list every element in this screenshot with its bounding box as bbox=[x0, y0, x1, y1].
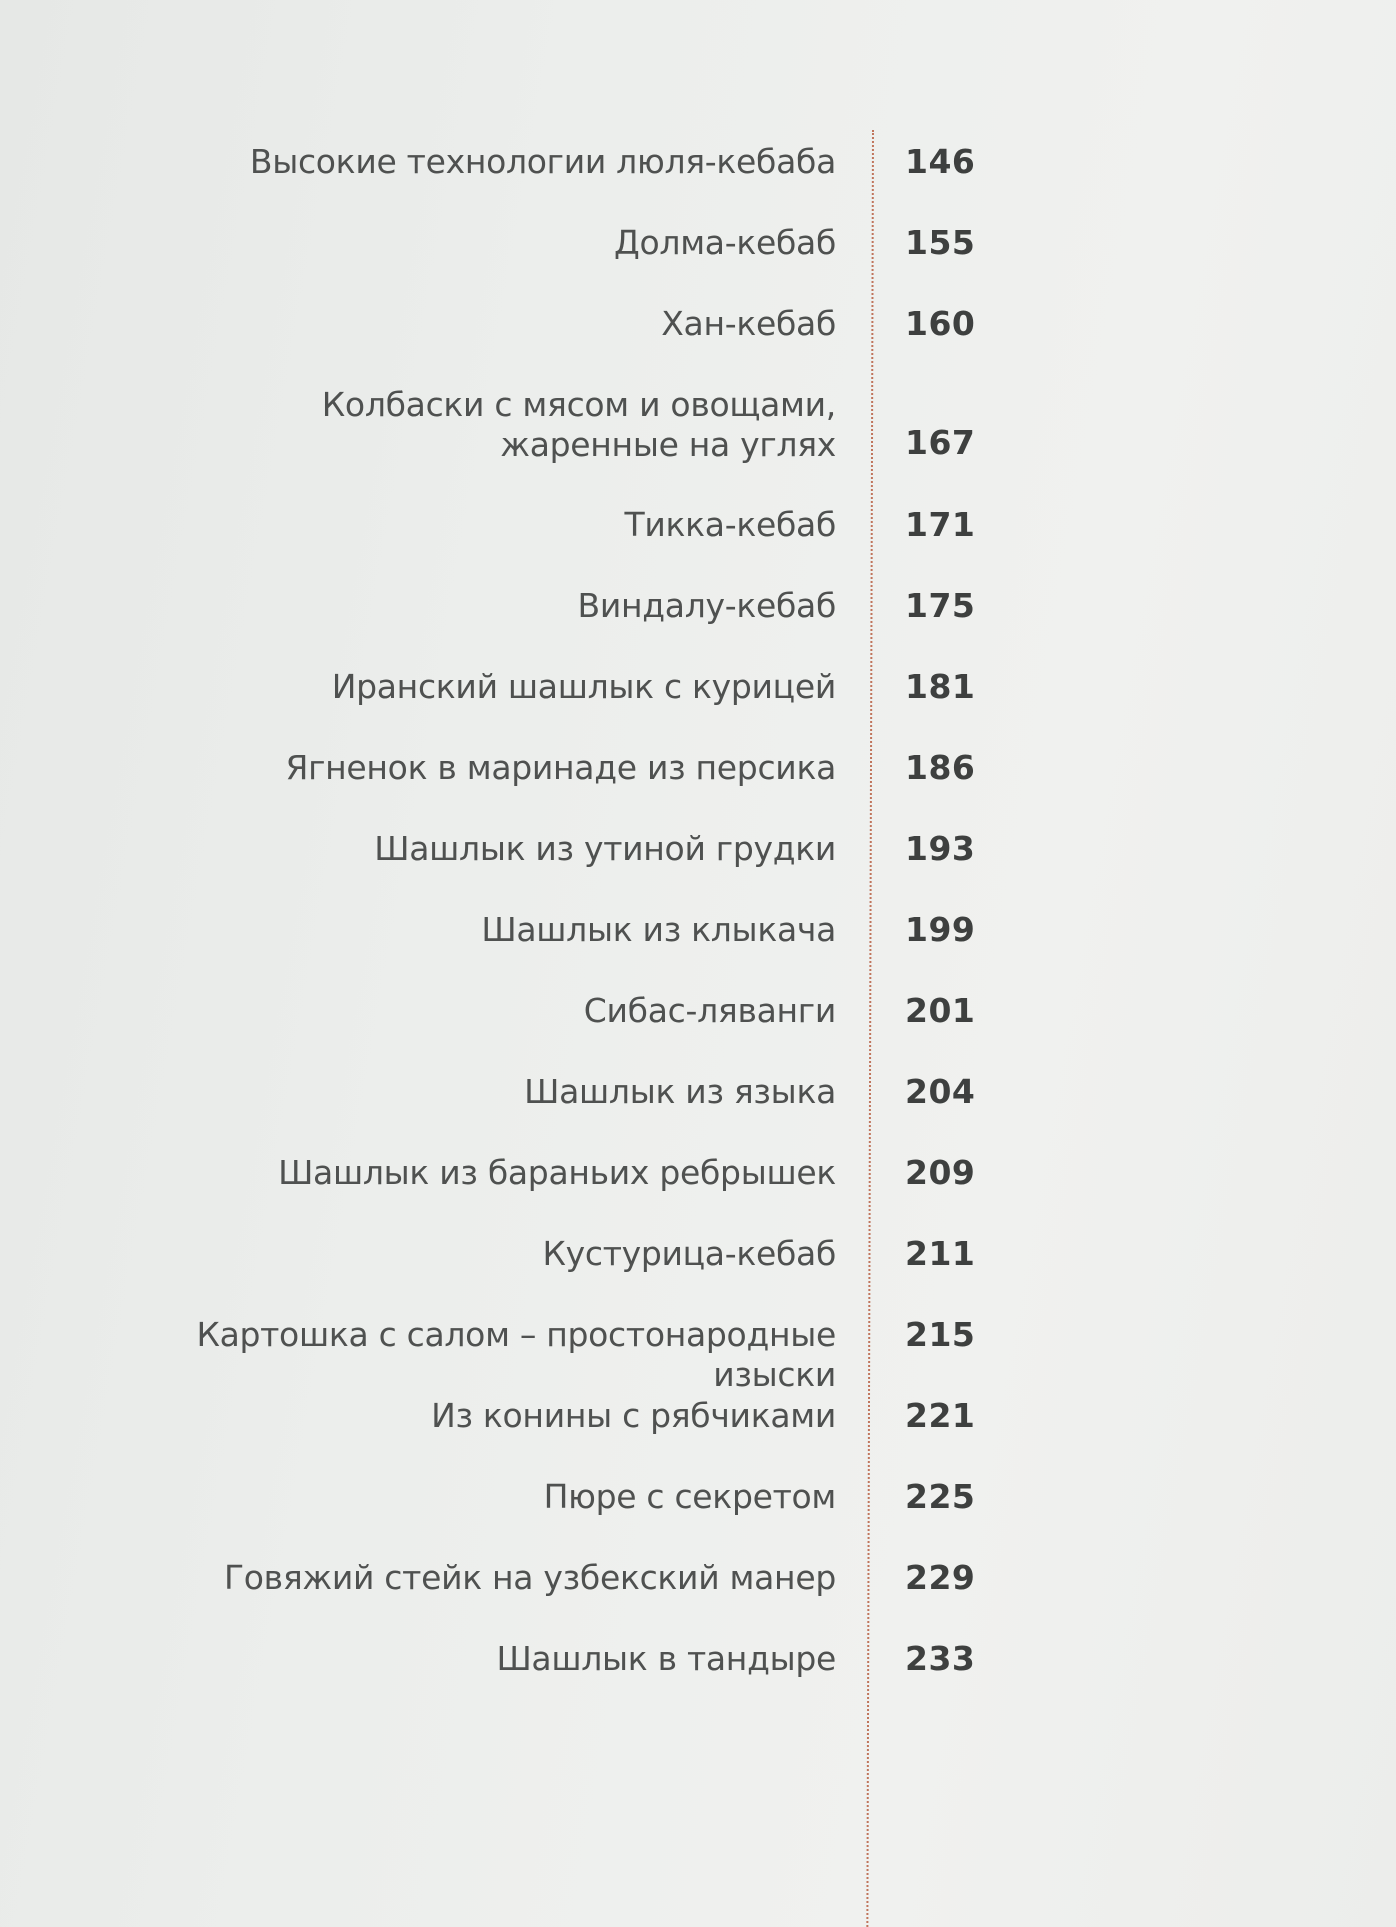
toc-entry-page: 215 bbox=[905, 1315, 976, 1354]
toc-entry bbox=[0, 1639, 1396, 1719]
toc-entry-page: 211 bbox=[905, 1234, 976, 1273]
toc-entry-page: 193 bbox=[905, 829, 976, 868]
toc-entry-title: Шашлык в тандыре bbox=[496, 1639, 836, 1678]
toc-entry-page: 225 bbox=[905, 1477, 976, 1516]
toc-entry-title: Тикка-кебаб bbox=[624, 505, 836, 544]
toc-entry-title: Высокие технологии люля-кебаба bbox=[249, 142, 836, 181]
toc-entry bbox=[0, 1477, 1396, 1557]
toc-entry bbox=[0, 223, 1396, 303]
toc-entry-title: Иранский шашлык с курицей bbox=[331, 667, 836, 706]
toc-entry-title: Говяжий стейк на узбекский манер bbox=[223, 1558, 836, 1597]
toc-entry-title: Ягненок в маринаде из персика bbox=[285, 748, 836, 787]
toc-entry bbox=[0, 1396, 1396, 1476]
toc-entry bbox=[0, 667, 1396, 747]
toc-entry bbox=[0, 586, 1396, 666]
toc-entry-page: 146 bbox=[905, 142, 976, 181]
toc-entry-title: Кустурица-кебаб bbox=[542, 1234, 836, 1273]
toc-entry-page: 204 bbox=[905, 1072, 976, 1111]
toc-entry-title: Хан-кебаб bbox=[661, 304, 836, 343]
toc-entry-page: 229 bbox=[905, 1558, 976, 1597]
toc-entry-title: Картошка с салом – простонародные изыски bbox=[196, 1315, 836, 1394]
toc-entry bbox=[0, 505, 1396, 585]
toc-entry-page: 171 bbox=[905, 505, 976, 544]
toc-entry bbox=[0, 748, 1396, 828]
toc-entry bbox=[0, 1315, 1396, 1395]
toc-entry-page: 175 bbox=[905, 586, 976, 625]
toc-entry bbox=[0, 1153, 1396, 1233]
toc-entry-page: 167 bbox=[905, 423, 976, 462]
toc-entry-page: 155 bbox=[905, 223, 976, 262]
toc-entry-page: 160 bbox=[905, 304, 976, 343]
toc-entry-page: 186 bbox=[905, 748, 976, 787]
toc-entry bbox=[0, 1558, 1396, 1638]
toc-entry-title: Шашлык из языка bbox=[524, 1072, 836, 1111]
toc-entry bbox=[0, 829, 1396, 909]
toc-entry bbox=[0, 991, 1396, 1071]
toc-entry-title: Пюре с секретом bbox=[543, 1477, 836, 1516]
toc-entry-page: 233 bbox=[905, 1639, 976, 1678]
toc-entry bbox=[0, 1072, 1396, 1152]
toc-entry-title: Шашлык из бараньих ребрышек bbox=[278, 1153, 836, 1192]
toc-entry-title: Шашлык из утиной грудки bbox=[374, 829, 836, 868]
toc-entry-page: 181 bbox=[905, 667, 976, 706]
toc-entry-title: Долма-кебаб bbox=[614, 223, 836, 262]
toc-entry-title: Сибас-ляванги bbox=[583, 991, 836, 1030]
toc-entry-title: Виндалу-кебаб bbox=[577, 586, 836, 625]
toc-entry-title: Из конины с рябчиками bbox=[431, 1396, 836, 1435]
toc-entry-title: Шашлык из клыкача bbox=[481, 910, 836, 949]
toc-entry bbox=[0, 304, 1396, 384]
toc-entry-page: 221 bbox=[905, 1396, 976, 1435]
toc-entry bbox=[0, 142, 1396, 222]
toc-entry-page: 201 bbox=[905, 991, 976, 1030]
toc-entry bbox=[0, 385, 1396, 465]
toc-entry bbox=[0, 910, 1396, 990]
toc-entry bbox=[0, 1234, 1396, 1314]
toc-entry-page: 199 bbox=[905, 910, 976, 949]
toc-entry-title: Колбаски с мясом и овощами, жаренные на углях bbox=[321, 385, 836, 464]
toc-entry-page: 209 bbox=[905, 1153, 976, 1192]
